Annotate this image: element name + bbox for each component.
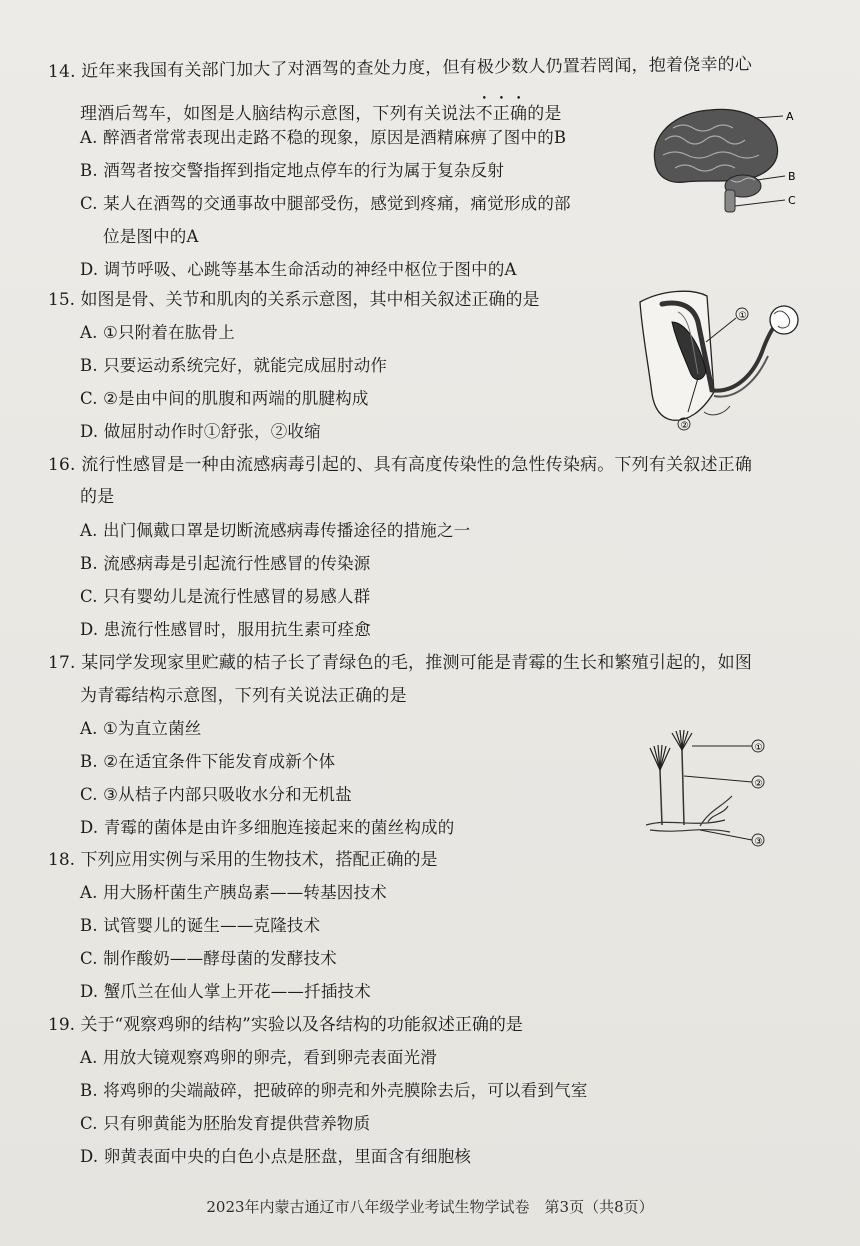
q16-option-d: D. 患流行性感冒时，服用抗生素可痊愈: [80, 620, 371, 639]
q16-option-a: A. 出门佩戴口罩是切断流感病毒传播途径的措施之一: [80, 521, 471, 540]
q16-option-c: C. 只有婴幼儿是流行性感冒的易感人群: [80, 587, 371, 606]
q14-option-a: A. 醉酒者常常表现出走路不稳的现象，原因是酒精麻痹了图中的B: [80, 128, 567, 147]
brain-label-c: C: [788, 194, 796, 207]
page-footer: 2023年内蒙古通辽市八年级学业考试生物学试卷 第3页（共8页）: [206, 1198, 654, 1216]
q14-option-b: B. 酒驾者按交警指挥到指定地点停车的行为属于复杂反射: [80, 161, 505, 180]
arm-label-2: ②: [680, 421, 689, 431]
q14-stem-line1: 14. 近年来我国有关部门加大了对酒驾的查处力度，但有极少数人仍置若罔闻，抱着侥幸的心: [47, 54, 753, 82]
penicillium-diagram: [640, 730, 775, 855]
brain-diagram: [645, 100, 810, 220]
q15-option-a: A. ①只附着在肱骨上: [80, 323, 235, 342]
q14-stem-emphasis: 不正确: [475, 104, 528, 124]
q17-option-d: D. 青霉的菌体是由许多细胞连接起来的菌丝构成的: [80, 818, 455, 837]
brain-label-a: A: [786, 110, 794, 123]
q17-option-a: A. ①为直立菌丝: [80, 719, 202, 738]
q18-option-a: A. 用大肠杆菌生产胰岛素——转基因技术: [80, 883, 387, 902]
q15-option-b: B. 只要运动系统完好，就能完成屈肘动作: [80, 356, 388, 375]
q19-option-b: B. 将鸡卵的尖端敲碎，把破碎的卵壳和外壳膜除去后，可以看到气室: [80, 1081, 588, 1100]
q17-option-c: C. ③从桔子内部只吸收水分和无机盐: [80, 785, 352, 804]
q16-stem-line1: 16. 流行性感冒是一种由流感病毒引起的、具有高度传染性的急性传染病。下列有关叙述正确: [48, 455, 753, 475]
q17-stem-line2: 为青霉结构示意图，下列有关说法正确的是: [80, 686, 407, 706]
arm-muscle-diagram: [632, 282, 807, 437]
q18-stem: 18. 下列应用实例与采用的生物技术，搭配正确的是: [48, 850, 438, 870]
q14-option-c-line2: 位是图中的A: [103, 227, 199, 246]
q15-option-d: D. 做屈肘动作时①舒张，②收缩: [80, 422, 321, 441]
penicillium-label-1: ①: [754, 743, 763, 753]
q14-option-d: D. 调节呼吸、心跳等基本生命活动的神经中枢位于图中的A: [80, 260, 517, 279]
q17-stem-line1: 17. 某同学发现家里贮藏的桔子长了青绿色的毛，推测可能是青霉的生长和繁殖引起的，如图: [48, 653, 753, 673]
q15-option-c: C. ②是由中间的肌腹和两端的肌腱构成: [80, 389, 369, 408]
q16-option-b: B. 流感病毒是引起流行性感冒的传染源: [80, 554, 371, 573]
q14-stem-line2-post: 的是: [527, 104, 562, 124]
q19-option-a: A. 用放大镜观察鸡卵的卵壳，看到卵壳表面光滑: [80, 1048, 438, 1067]
q16-stem-line2: 的是: [80, 487, 115, 507]
q14-option-c-line1: C. 某人在酒驾的交通事故中腿部受伤，感觉到疼痛，痛觉形成的部: [80, 194, 571, 213]
penicillium-label-2: ②: [754, 779, 763, 789]
q18-option-d: D. 蟹爪兰在仙人掌上开花——扦插技术: [80, 982, 371, 1001]
q19-stem: 19. 关于“观察鸡卵的结构”实验以及各结构的功能叙述正确的是: [48, 1015, 523, 1035]
q18-option-c: C. 制作酸奶——酵母菌的发酵技术: [80, 949, 337, 968]
q19-option-c: C. 只有卵黄能为胚胎发育提供营养物质: [80, 1114, 371, 1133]
q14-stem-line2: [80, 94, 562, 126]
q15-stem: 15. 如图是骨、关节和肌肉的关系示意图，其中相关叙述正确的是: [48, 290, 540, 310]
q14-stem-line2-pre: 理酒后驾车，如图是人脑结构示意图，下列有关说法: [80, 104, 476, 124]
arm-label-1: ①: [738, 311, 747, 321]
q19-option-d: D. 卵黄表面中央的白色小点是胚盘，里面含有细胞核: [80, 1147, 472, 1166]
q17-option-b: B. ②在适宜条件下能发育成新个体: [80, 752, 336, 771]
penicillium-label-3: ③: [754, 837, 763, 847]
brain-label-b: B: [788, 170, 796, 183]
q18-option-b: B. 试管婴儿的诞生——克隆技术: [80, 916, 321, 935]
